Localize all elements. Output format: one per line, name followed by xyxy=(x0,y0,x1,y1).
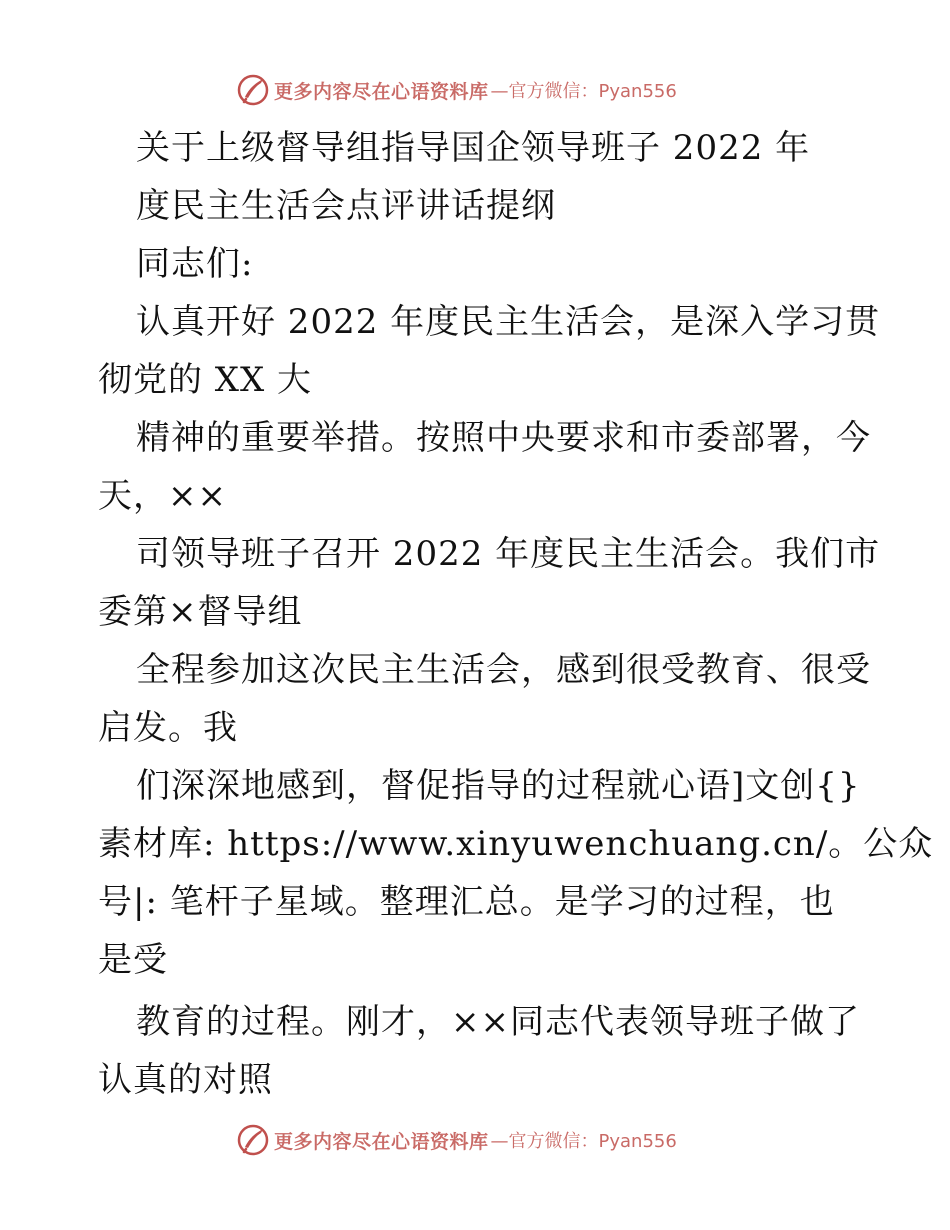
body-line: 是受 xyxy=(98,940,168,980)
body-line: 启发。我 xyxy=(98,708,238,748)
body-line: 彻党的 XX 大 xyxy=(98,360,313,400)
body-line: 全程参加这次民主生活会，感到很受教育、很受 xyxy=(136,650,871,690)
body-line: 教育的过程。刚才，××同志代表领导班子做了 xyxy=(136,1002,860,1042)
body-line: 号|: 笔杆子星域。整理汇总。是学习的过程，也 xyxy=(98,882,835,922)
banner-source-text: 更多内容尽在心语资料库 xyxy=(274,80,489,103)
body-line: 们深深地感到，督促指导的过程就心语]文创{} xyxy=(136,766,861,806)
body-line: 司领导班子召开 2022 年度民主生活会。我们市 xyxy=(136,534,881,574)
title-line-2: 度民主生活会点评讲话提纲 xyxy=(136,186,556,226)
header-banner xyxy=(236,72,677,108)
body-line: 天，×× xyxy=(98,476,227,516)
body-line: 认真的对照 xyxy=(98,1060,273,1100)
banner-source-text: 更多内容尽在心语资料库 xyxy=(274,1130,489,1153)
body-line: 委第×督导组 xyxy=(98,592,303,632)
body-line: 认真开好 2022 年度民主生活会，是深入学习贯 xyxy=(136,302,881,342)
body-line: 精神的重要举措。按照中央要求和市委部署，今 xyxy=(136,418,871,458)
banner-wechat-text: —官方微信：Pyan556 xyxy=(490,1131,677,1152)
body-line: 素材库: https://www.xinyuwenchuang.cn/。公众 xyxy=(98,824,934,864)
banner-wechat-text: —官方微信：Pyan556 xyxy=(490,81,677,102)
brush-logo-icon xyxy=(236,73,270,107)
footer-banner xyxy=(236,1122,677,1158)
brush-logo-icon xyxy=(236,1123,270,1157)
title-line-1: 关于上级督导组指导国企领导班子 2022 年 xyxy=(136,128,811,168)
salutation: 同志们: xyxy=(136,244,254,284)
